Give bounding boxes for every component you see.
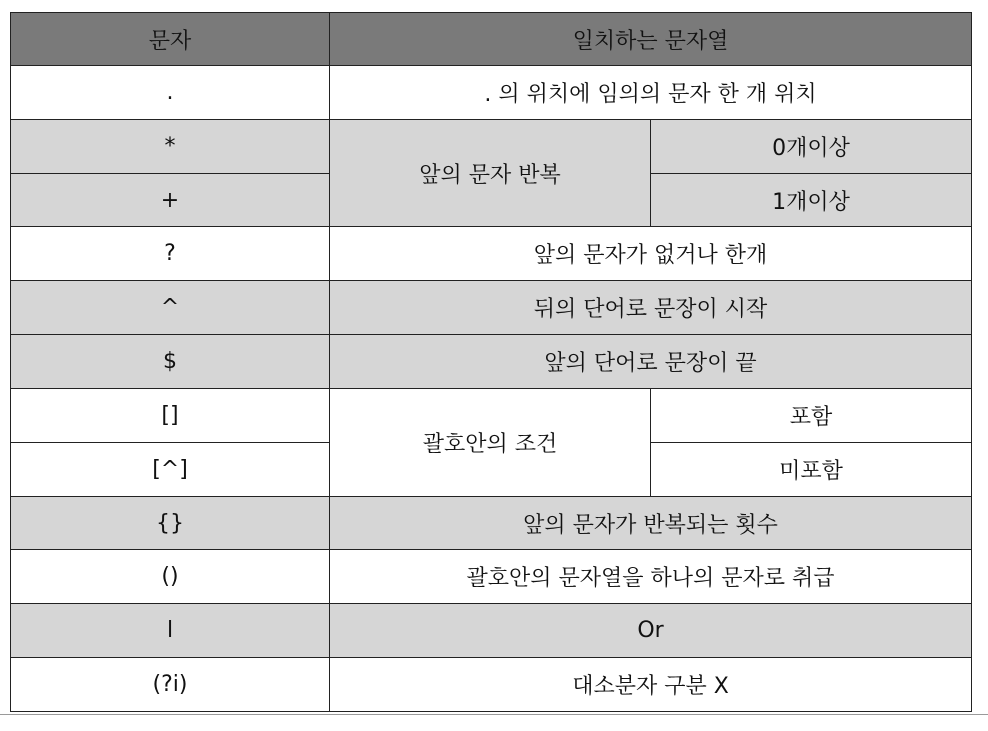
description-cell: 대소분자 구분 X [330,658,972,712]
description-cell: 앞의 단어로 문장이 끝 [330,335,972,389]
detail-cell: 0개이상 [651,119,972,173]
symbol-cell: (?i) [11,658,330,712]
detail-cell: 포함 [651,388,972,442]
table-row [11,66,972,120]
table-row [11,550,972,604]
table-row [11,496,972,550]
description-cell: . 의 위치에 임의의 문자 한 개 위치 [330,66,972,120]
table-row [11,335,972,389]
description-cell: 괄호안의 문자열을 하나의 문자로 취급 [330,550,972,604]
symbol-cell: $ [11,335,330,389]
regex-reference-table [10,12,972,712]
symbol-cell: l [11,604,330,658]
header-character: 문자 [11,13,330,66]
table-row [11,604,972,658]
table-row [11,388,972,442]
table-row [11,119,972,173]
description-cell: 앞의 문자가 없거나 한개 [330,227,972,281]
group-cell: 앞의 문자 반복 [330,119,651,227]
symbol-cell: . [11,66,330,120]
table-header-row [11,13,972,66]
detail-cell: 미포함 [651,442,972,496]
description-cell: 앞의 문자가 반복되는 횟수 [330,496,972,550]
symbol-cell: [^] [11,442,330,496]
symbol-cell: * [11,119,330,173]
symbol-cell: + [11,173,330,227]
symbol-cell: [] [11,388,330,442]
symbol-cell: () [11,550,330,604]
header-matching-string: 일치하는 문자열 [330,13,972,66]
detail-cell: 1개이상 [651,173,972,227]
symbol-cell: {} [11,496,330,550]
symbol-cell: ? [11,227,330,281]
group-cell: 괄호안의 조건 [330,388,651,496]
bottom-divider [0,714,988,715]
table-row [11,227,972,281]
description-cell: 뒤의 단어로 문장이 시작 [330,281,972,335]
table-row [11,658,972,712]
description-cell: Or [330,604,972,658]
symbol-cell: ^ [11,281,330,335]
table-row [11,281,972,335]
